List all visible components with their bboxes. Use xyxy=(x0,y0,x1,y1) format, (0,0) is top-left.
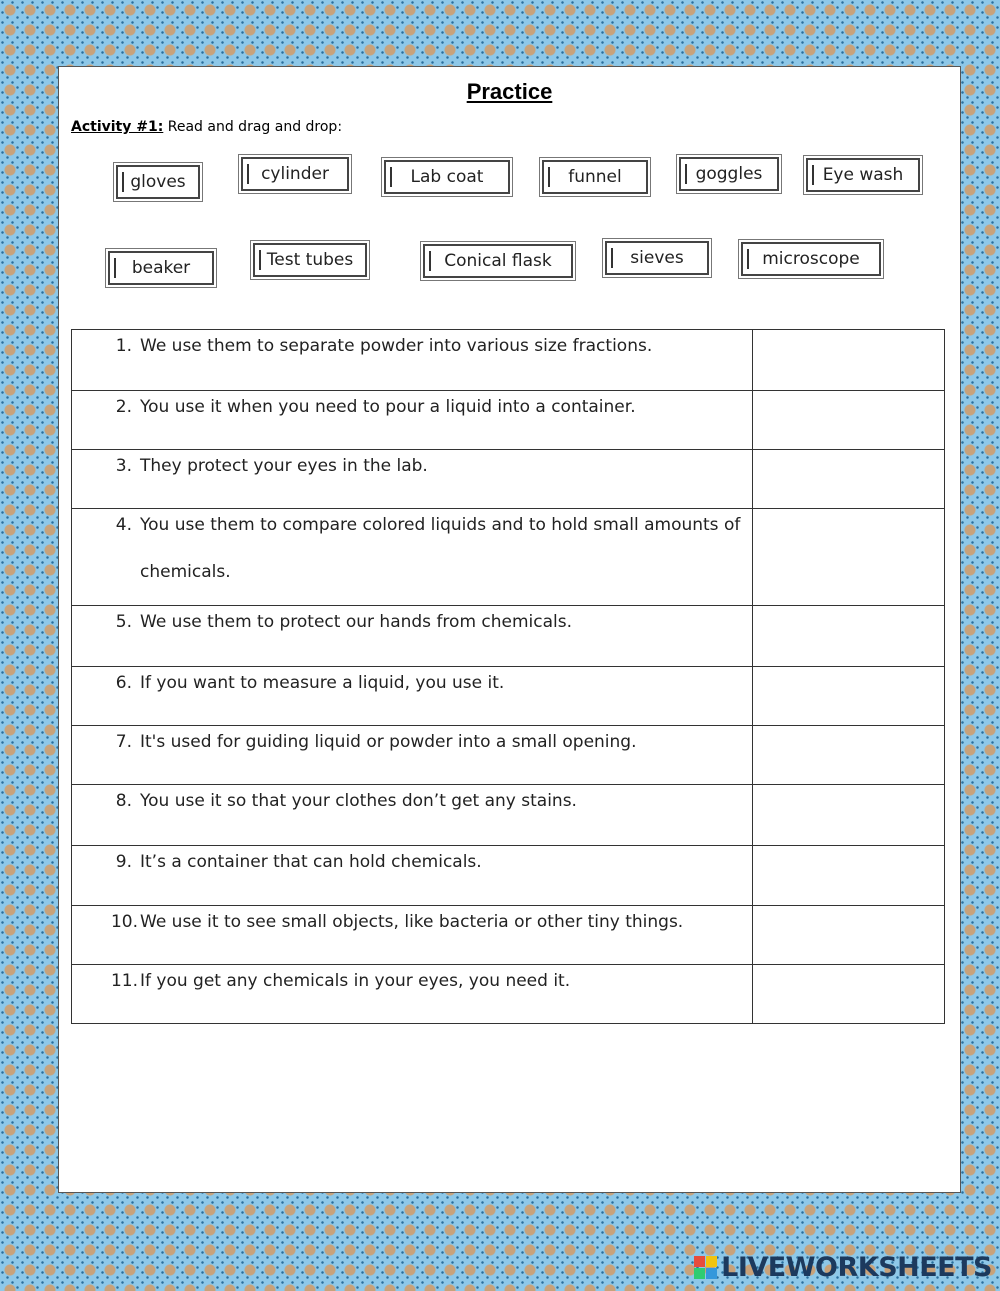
answer-drop-zone[interactable] xyxy=(753,726,945,785)
answer-drop-zone[interactable] xyxy=(753,330,945,391)
question-text: We use them to protect our hands from chemicals. xyxy=(140,612,573,632)
question-number: 10. xyxy=(110,912,138,932)
table-row xyxy=(72,606,945,667)
question-number: 9. xyxy=(115,852,132,872)
question-cell xyxy=(72,330,753,391)
question-cell xyxy=(72,785,753,846)
question-number: 5. xyxy=(115,612,132,632)
question-text: If you want to measure a liquid, you use it. xyxy=(140,673,505,693)
question-text: If you get any chemicals in your eyes, you need it. xyxy=(140,971,571,991)
question-text: You use it when you need to pour a liquid into a container. xyxy=(140,397,636,417)
brand-name: LIVEWORKSHEETS xyxy=(721,1252,992,1283)
question-text: We use it to see small objects, like bacteria or other tiny things. xyxy=(140,912,684,932)
answer-drop-zone[interactable] xyxy=(753,785,945,846)
table-row xyxy=(72,509,945,606)
question-text: They protect your eyes in the lab. xyxy=(140,456,428,476)
word-chip-gloves[interactable]: gloves xyxy=(116,165,200,199)
word-chip-lab-coat[interactable]: Lab coat xyxy=(384,160,510,194)
word-chip-sieves[interactable]: sieves xyxy=(605,241,709,275)
answer-drop-zone[interactable] xyxy=(753,509,945,606)
answer-drop-zone[interactable] xyxy=(753,391,945,450)
question-cell xyxy=(72,846,753,906)
question-cell xyxy=(72,965,753,1024)
table-row xyxy=(72,846,945,906)
answer-drop-zone[interactable] xyxy=(753,846,945,906)
question-text: It's used for guiding liquid or powder into a small opening. xyxy=(140,732,637,752)
table-row xyxy=(72,785,945,846)
answer-drop-zone[interactable] xyxy=(753,450,945,509)
question-cell xyxy=(72,906,753,965)
question-cell xyxy=(72,667,753,726)
question-text: You use it so that your clothes don’t get any stains. xyxy=(140,791,577,811)
question-text: We use them to separate powder into various size fractions. xyxy=(140,336,653,356)
activity-text: Read and drag and drop: xyxy=(167,119,343,135)
question-number: 7. xyxy=(115,732,132,752)
table-row xyxy=(72,330,945,391)
worksheet-page xyxy=(58,66,961,1193)
activity-label: Activity #1: xyxy=(71,119,164,135)
question-number: 3. xyxy=(115,456,132,476)
word-chip-goggles[interactable]: goggles xyxy=(679,157,779,191)
table-row xyxy=(72,667,945,726)
word-chip-conical-flask[interactable]: Conical flask xyxy=(423,244,573,278)
question-cell xyxy=(72,391,753,450)
logo-blocks-icon xyxy=(694,1256,717,1279)
answer-drop-zone[interactable] xyxy=(753,906,945,965)
question-text: You use them to compare colored liquids and to hold small amounts of chemicals. xyxy=(140,515,741,582)
answer-drop-zone[interactable] xyxy=(753,965,945,1024)
table-row xyxy=(72,726,945,785)
page-title: Practice xyxy=(466,79,553,104)
word-chip-cylinder[interactable]: cylinder xyxy=(241,157,349,191)
table-row xyxy=(72,965,945,1024)
question-cell xyxy=(72,509,753,606)
word-chip-beaker[interactable]: beaker xyxy=(108,251,214,285)
question-number: 2. xyxy=(115,397,132,417)
answer-drop-zone[interactable] xyxy=(753,606,945,667)
question-number: 1. xyxy=(115,336,132,356)
word-chip-test-tubes[interactable]: Test tubes xyxy=(253,243,367,277)
liveworksheets-logo xyxy=(694,1252,992,1283)
table-row xyxy=(72,450,945,509)
word-chip-microscope[interactable]: microscope xyxy=(741,242,881,276)
question-cell xyxy=(72,450,753,509)
table-row xyxy=(72,391,945,450)
question-text: It’s a container that can hold chemicals. xyxy=(140,852,482,872)
table-row xyxy=(72,906,945,965)
question-number: 11. xyxy=(110,971,138,991)
question-number: 6. xyxy=(115,673,132,693)
word-chip-eye-wash[interactable]: Eye wash xyxy=(806,158,920,192)
question-cell xyxy=(72,606,753,667)
question-number: 4. xyxy=(115,515,132,535)
activity-instruction xyxy=(71,119,342,135)
question-cell xyxy=(72,726,753,785)
word-chip-funnel[interactable]: funnel xyxy=(542,160,648,194)
question-table xyxy=(71,329,945,1024)
question-number: 8. xyxy=(115,791,132,811)
answer-drop-zone[interactable] xyxy=(753,667,945,726)
